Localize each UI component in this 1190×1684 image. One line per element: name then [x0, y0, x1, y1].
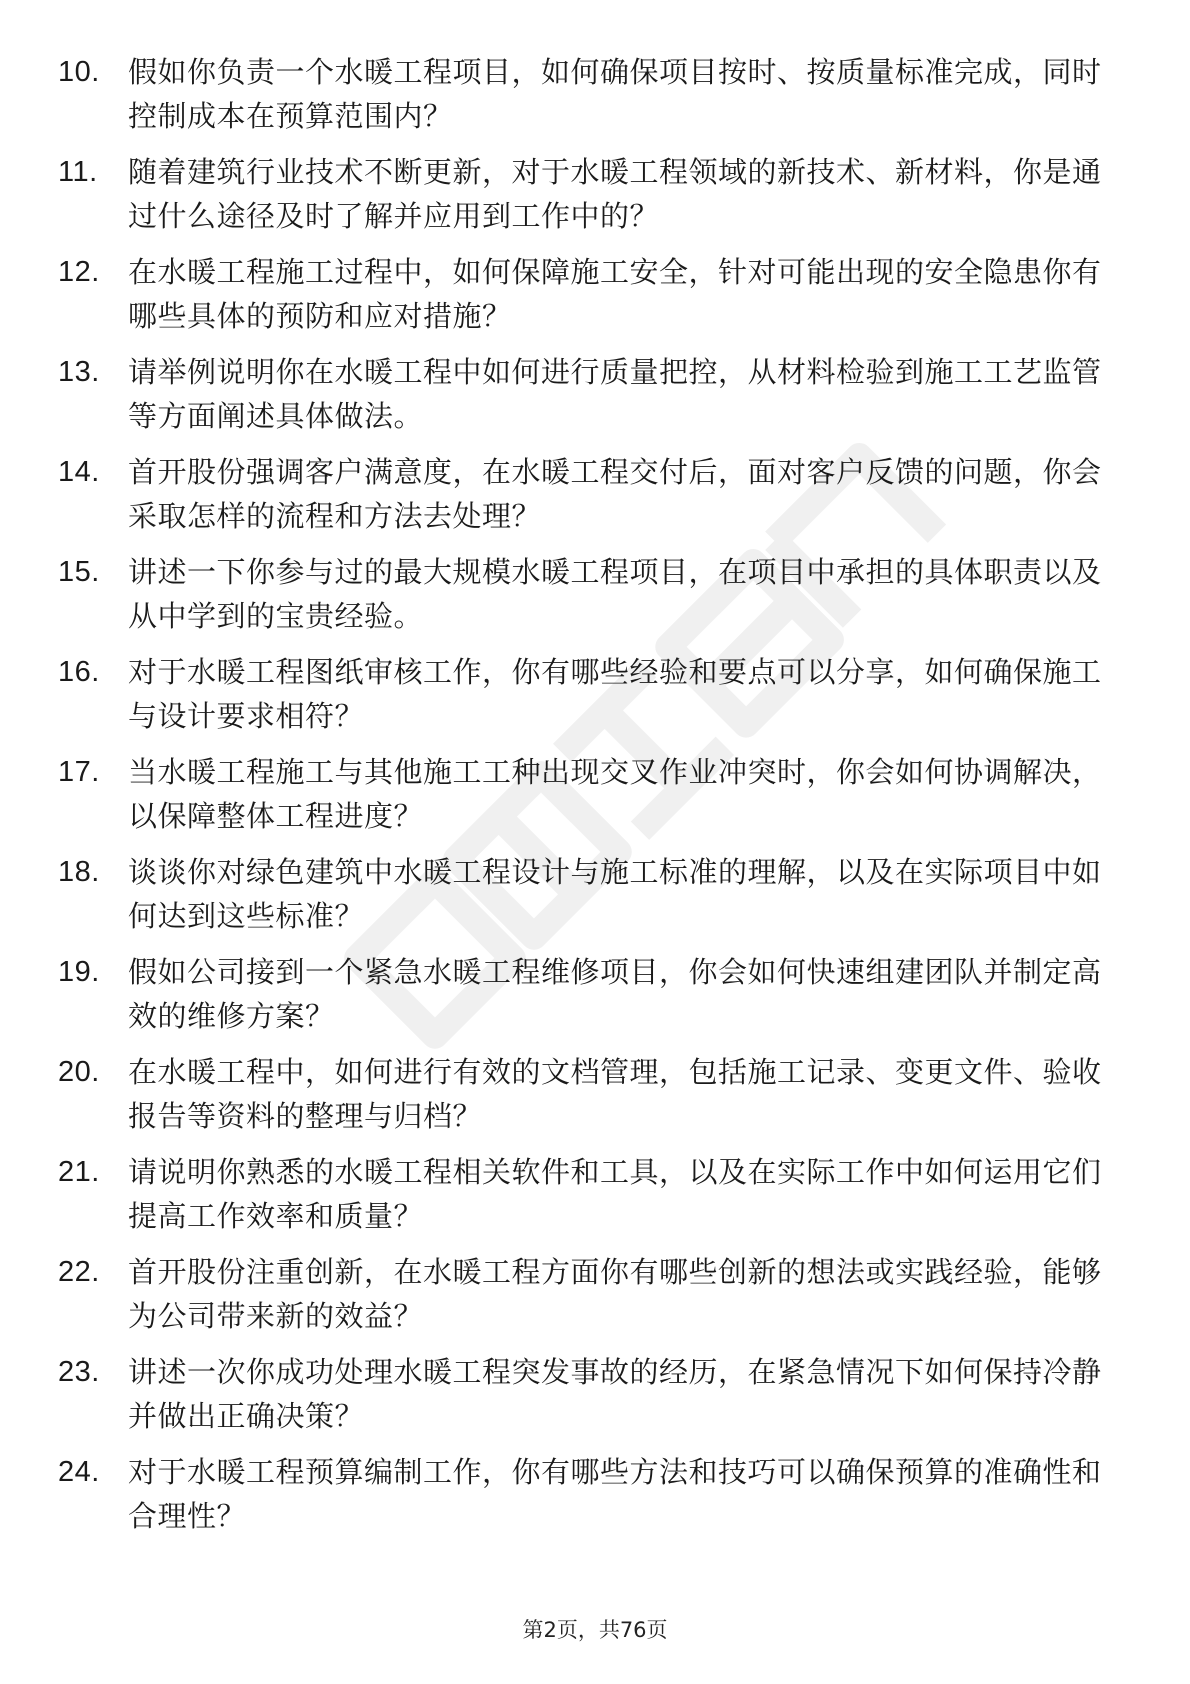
page-number-label: 第2页，共76页 [522, 1618, 668, 1642]
question-item-18 [58, 850, 1138, 938]
question-item-16 [58, 650, 1138, 738]
question-text: 请说明你熟悉的水暖工程相关软件和工具，以及在实际工作中如何运用它们提高工作效率和质量？ [128, 1155, 1102, 1233]
question-item-23 [58, 1350, 1138, 1438]
question-text: 请举例说明你在水暖工程中如何进行质量把控，从材料检验到施工工艺监管等方面阐述具体做法。 [128, 355, 1102, 433]
question-item-14 [58, 450, 1138, 538]
question-text: 当水暖工程施工与其他施工工种出现交叉作业冲突时，你会如何协调解决，以保障整体工程进度？ [128, 755, 1102, 833]
question-item-21 [58, 1150, 1138, 1238]
question-number: 17. [58, 756, 100, 788]
question-text: 谈谈你对绿色建筑中水暖工程设计与施工标准的理解，以及在实际项目中如何达到这些标准？ [128, 855, 1102, 933]
question-number: 24. [58, 1456, 100, 1488]
question-text: 随着建筑行业技术不断更新，对于水暖工程领域的新技术、新材料，你是通过什么途径及时了解并应用到工作中的？ [128, 155, 1102, 233]
question-text: 讲述一下你参与过的最大规模水暖工程项目，在项目中承担的具体职责以及从中学到的宝贵经验。 [128, 555, 1102, 633]
question-item-20 [58, 1050, 1138, 1138]
question-number: 19. [58, 956, 100, 988]
question-item-22 [58, 1250, 1138, 1338]
question-text: 在水暖工程施工过程中，如何保障施工安全，针对可能出现的安全隐患你有哪些具体的预防和应对措施？ [128, 255, 1102, 333]
page-footer [0, 1614, 1190, 1644]
question-number: 13. [58, 356, 100, 388]
question-text: 假如你负责一个水暖工程项目，如何确保项目按时、按质量标准完成，同时控制成本在预算范围内？ [128, 55, 1102, 133]
question-number: 20. [58, 1056, 100, 1088]
question-text: 对于水暖工程预算编制工作，你有哪些方法和技巧可以确保预算的准确性和合理性？ [128, 1455, 1102, 1533]
question-list [58, 50, 1138, 1550]
question-number: 10. [58, 56, 100, 88]
question-item-13 [58, 350, 1138, 438]
question-item-24 [58, 1450, 1138, 1538]
question-text: 假如公司接到一个紧急水暖工程维修项目，你会如何快速组建团队并制定高效的维修方案？ [128, 955, 1102, 1033]
question-text: 首开股份注重创新，在水暖工程方面你有哪些创新的想法或实践经验，能够为公司带来新的效益？ [128, 1255, 1102, 1333]
question-number: 12. [58, 256, 100, 288]
question-number: 18. [58, 856, 100, 888]
question-item-19 [58, 950, 1138, 1038]
question-number: 15. [58, 556, 100, 588]
question-item-17 [58, 750, 1138, 838]
question-number: 21. [58, 1156, 100, 1188]
question-number: 22. [58, 1256, 100, 1288]
question-item-15 [58, 550, 1138, 638]
question-number: 23. [58, 1356, 100, 1388]
question-text: 对于水暖工程图纸审核工作，你有哪些经验和要点可以分享，如何确保施工与设计要求相符？ [128, 655, 1102, 733]
question-item-12 [58, 250, 1138, 338]
question-number: 11. [58, 156, 98, 188]
question-text: 讲述一次你成功处理水暖工程突发事故的经历，在紧急情况下如何保持冷静并做出正确决策？ [128, 1355, 1102, 1433]
question-text: 首开股份强调客户满意度，在水暖工程交付后，面对客户反馈的问题，你会采取怎样的流程和方法去处理？ [128, 455, 1102, 533]
question-text: 在水暖工程中，如何进行有效的文档管理，包括施工记录、变更文件、验收报告等资料的整理与归档？ [128, 1055, 1102, 1133]
question-item-10 [58, 50, 1138, 138]
question-number: 14. [58, 456, 100, 488]
question-number: 16. [58, 656, 100, 688]
question-item-11 [58, 150, 1138, 238]
